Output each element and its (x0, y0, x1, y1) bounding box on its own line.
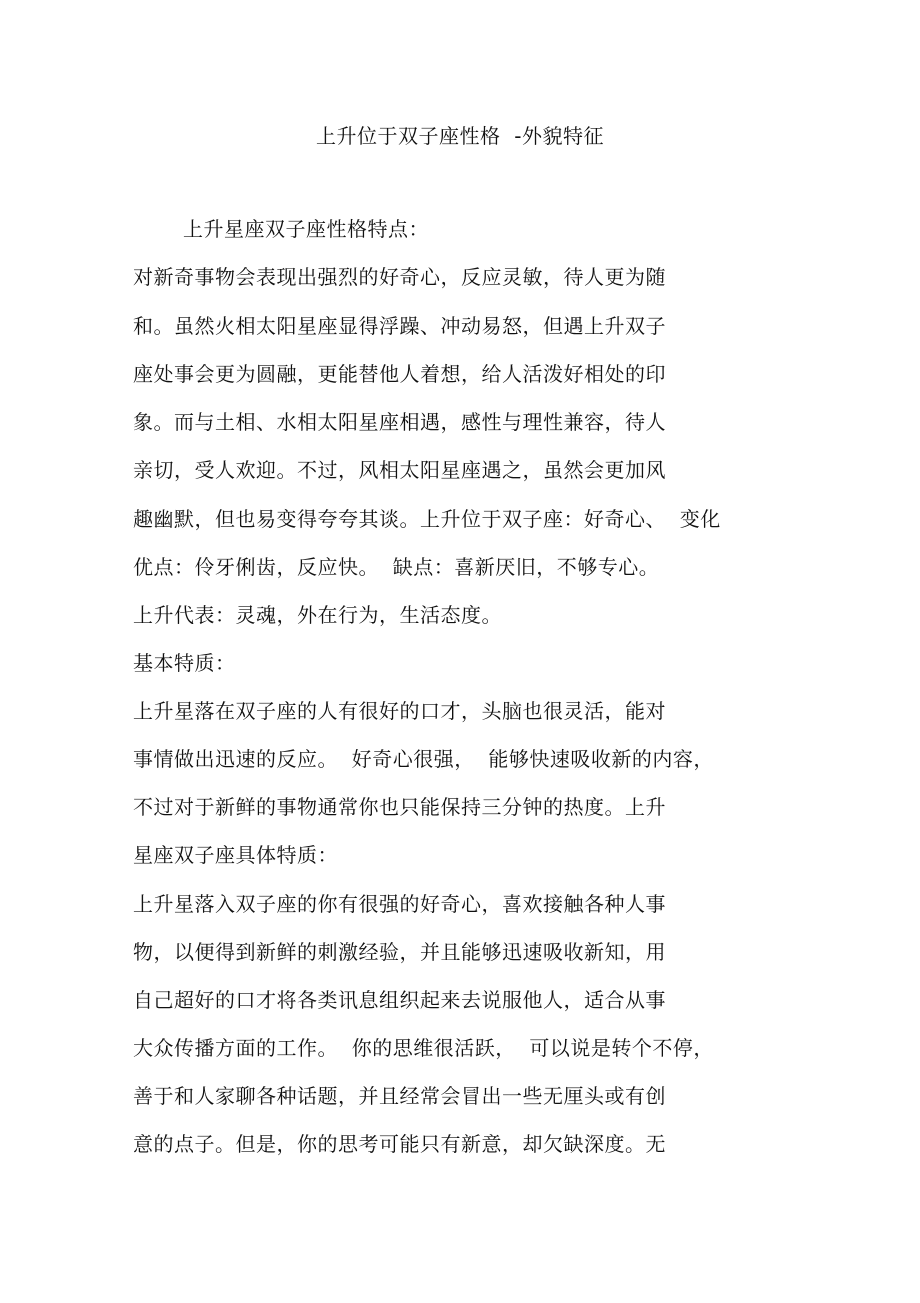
body-line: 上升星落入双子座的你有很强的好奇心，喜欢接触各种人事 (133, 892, 666, 916)
body-line: 不过对于新鲜的事物通常你也只能保持三分钟的热度。上升 (133, 795, 666, 819)
body-line: 基本特质： (133, 651, 236, 675)
body-line: 优点：伶牙俐齿，反应快。 缺点：喜新厌旧，不够专心。 (133, 555, 660, 579)
body-line: 上升代表：灵魂，外在行为，生活态度。 (133, 603, 502, 627)
body-line: 座处事会更为圆融，更能替他人着想，给人活泼好相处的印 (133, 362, 666, 386)
body-line: 象。而与土相、水相太阳星座相遇，感性与理性兼容，待人 (133, 410, 666, 434)
body-line: 大众传播方面的工作。 你的思维很活跃， 可以说是转个不停， (133, 1036, 714, 1060)
section-heading: 上升星座双子座性格特点： (183, 217, 429, 241)
body-line: 星座双子座具体特质： (133, 843, 338, 867)
body-line: 物，以便得到新鲜的刺激经验，并且能够迅速吸收新知，用 (133, 940, 666, 964)
body-line: 亲切，受人欢迎。不过，风相太阳星座遇之，虽然会更加风 (133, 458, 666, 482)
body-line: 对新奇事物会表现出强烈的好奇心，反应灵敏，待人更为随 (133, 265, 666, 289)
body-line: 趣幽默，但也易变得夸夸其谈。上升位于双子座：好奇心、 变化 (133, 507, 721, 531)
body-line: 上升星落在双子座的人有很好的口才，头脑也很灵活，能对 (133, 699, 666, 723)
body-line: 事情做出迅速的反应。 好奇心很强， 能够快速吸收新的内容， (133, 747, 714, 771)
body-line: 意的点子。但是，你的思考可能只有新意，却欠缺深度。无 (133, 1132, 666, 1156)
body-line: 自己超好的口才将各类讯息组织起来去说服他人，适合从事 (133, 988, 666, 1012)
body-line: 善于和人家聊各种话题，并且经常会冒出一些无厘头或有创 (133, 1084, 666, 1108)
body-line: 和。虽然火相太阳星座显得浮躁、冲动易怒，但遇上升双子 (133, 314, 666, 338)
document-title: 上升位于双子座性格 -外貌特征 (316, 124, 604, 148)
